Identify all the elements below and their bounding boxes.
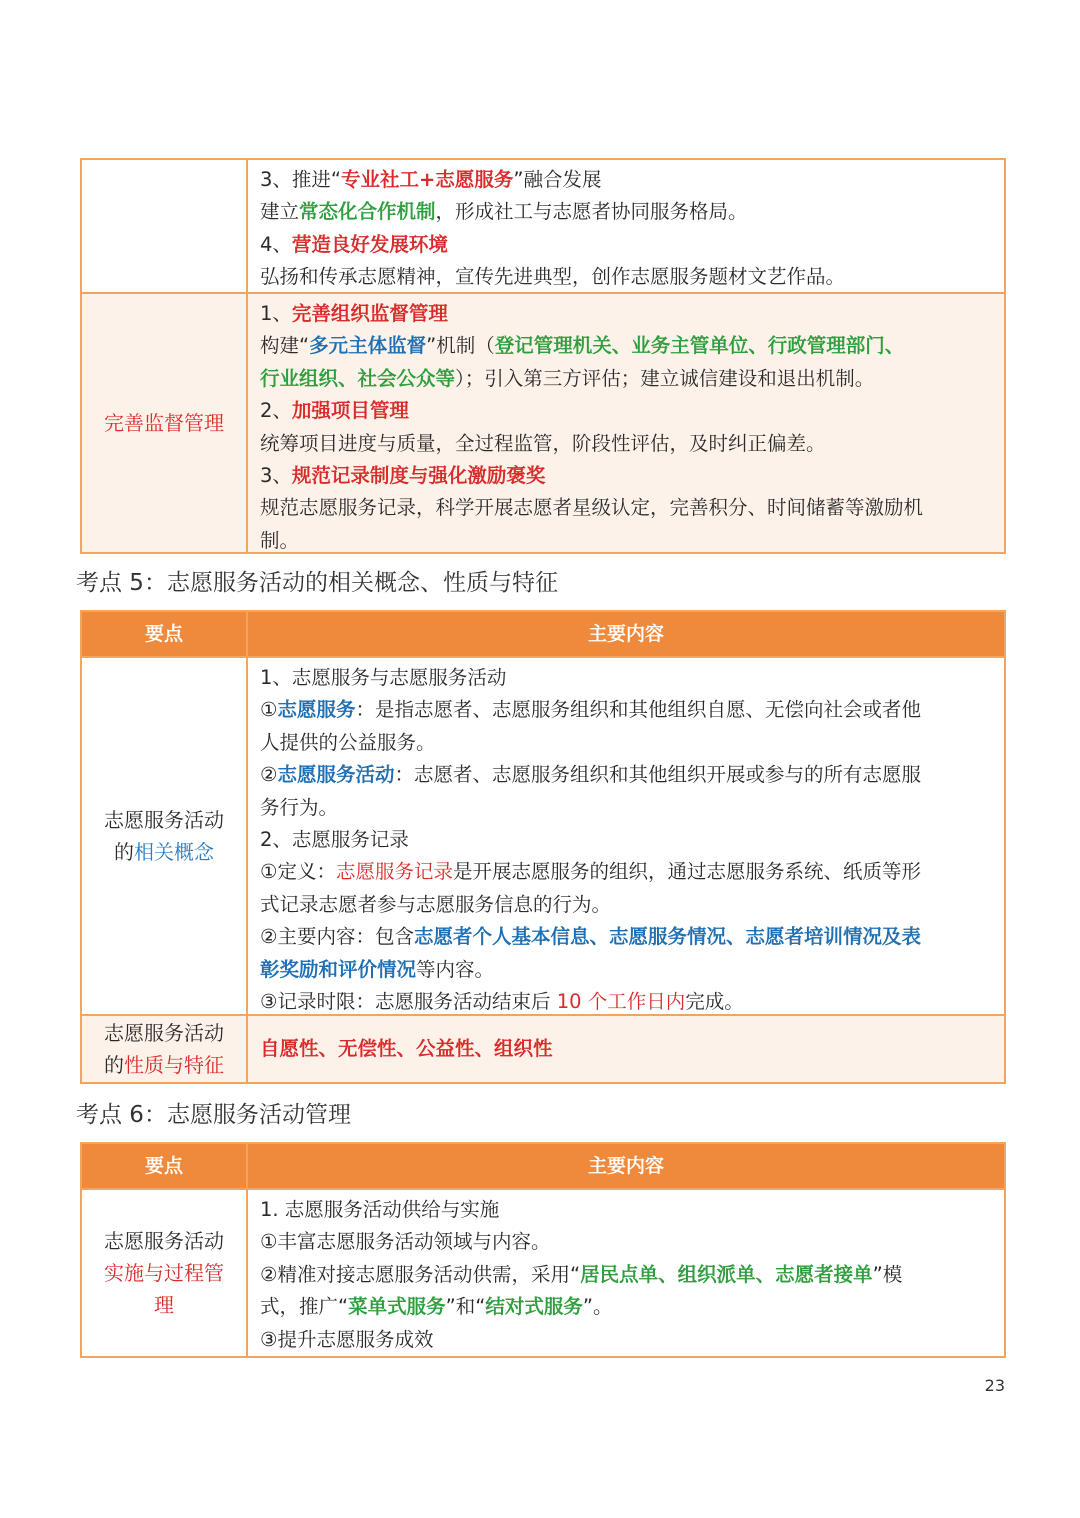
row-key bbox=[82, 1016, 248, 1082]
table-continued bbox=[80, 158, 1006, 554]
content-line bbox=[260, 525, 992, 557]
content-text: 式，推广“ bbox=[260, 1295, 349, 1319]
content-text: 等内容。 bbox=[416, 957, 495, 981]
content-text: ”模 bbox=[872, 1262, 903, 1286]
highlighted-term: 彰奖励和评价情况 bbox=[260, 957, 417, 981]
content-text: 构建“ bbox=[260, 334, 310, 358]
content-text: 弘扬和传承志愿精神，宣传先进典型，创作志愿服务题材文艺作品。 bbox=[260, 265, 846, 289]
row-key-empty bbox=[82, 160, 248, 292]
content-text: 1、 bbox=[260, 302, 292, 325]
table-row bbox=[82, 1014, 1004, 1082]
header-content: 主要内容 bbox=[587, 1154, 664, 1177]
content-line bbox=[260, 727, 992, 759]
highlighted-term: 志愿服务记录 bbox=[335, 860, 453, 884]
row-key-line: 志愿服务活动 bbox=[104, 1229, 224, 1253]
highlighted-term: 完善组织监督管理 bbox=[291, 302, 448, 325]
section-title: 考点 6：志愿服务活动管理 bbox=[76, 1102, 351, 1128]
content-text: ）；引入第三方评估；建立诚信建设和退出机制。 bbox=[455, 366, 875, 390]
row-key-highlight: 理 bbox=[154, 1293, 174, 1317]
content-text: ”和“ bbox=[445, 1295, 486, 1319]
highlighted-term: 居民点单、组织派单、志愿者接单 bbox=[580, 1262, 873, 1286]
row-content bbox=[248, 1016, 1004, 1082]
header-key: 要点 bbox=[82, 612, 248, 656]
content-text: ①定义： bbox=[260, 860, 336, 884]
content-text: ②精准对接志愿服务活动供需，采用“ bbox=[260, 1262, 581, 1286]
content-text: 人提供的公益服务。 bbox=[260, 730, 436, 754]
content-line bbox=[260, 1194, 992, 1226]
content-line bbox=[260, 229, 992, 261]
content-line bbox=[260, 492, 992, 524]
content-text: 4、 bbox=[260, 232, 292, 256]
highlighted-term: 行业组织、社会公众等 bbox=[260, 366, 456, 390]
traits-text: 自愿性、无偿性、公益性、组织性 bbox=[260, 1036, 553, 1060]
content-text: ③记录时限：志愿服务活动结束后 bbox=[260, 990, 557, 1014]
highlighted-term: 多元主体监督 bbox=[309, 334, 427, 358]
content-text: 3、 bbox=[260, 464, 292, 488]
content-text: 制。 bbox=[260, 528, 300, 552]
content-line bbox=[260, 889, 992, 921]
content-line bbox=[260, 298, 992, 330]
row-key-highlight: 性质与特征 bbox=[124, 1053, 224, 1077]
row-key-label: 完善监督管理 bbox=[104, 411, 224, 435]
content-line bbox=[260, 856, 992, 888]
content-text: ②主要内容：包含 bbox=[260, 925, 414, 949]
content-text: 完成。 bbox=[685, 990, 744, 1014]
content-line bbox=[260, 1291, 992, 1323]
highlighted-term: 结对式服务 bbox=[485, 1295, 583, 1319]
table-header bbox=[82, 1144, 1004, 1188]
content-line bbox=[260, 196, 992, 228]
highlighted-term: 营造良好发展环境 bbox=[291, 232, 448, 256]
content-text: ：志愿者、志愿服务组织和其他组织开展或参与的所有志愿服 bbox=[394, 763, 922, 787]
highlighted-term: 10 个工作日内 bbox=[556, 990, 686, 1014]
content-line bbox=[260, 792, 992, 824]
table-row bbox=[82, 160, 1004, 292]
content-line bbox=[260, 363, 992, 395]
content-text: 建立 bbox=[260, 200, 300, 224]
highlighted-term: 志愿者个人基本信息、志愿服务情况、志愿者培训情况及表 bbox=[413, 925, 921, 949]
content-line bbox=[260, 986, 992, 1018]
content-line bbox=[260, 1226, 992, 1258]
row-key bbox=[82, 1190, 248, 1356]
table-section6 bbox=[80, 1142, 1006, 1358]
table-section5 bbox=[80, 610, 1006, 1084]
content-line bbox=[260, 1324, 992, 1356]
content-text: 1、志愿服务与志愿服务活动 bbox=[260, 666, 507, 689]
content-text: 2、志愿服务记录 bbox=[260, 828, 409, 852]
highlighted-term: 登记管理机关、业务主管单位、行政管理部门、 bbox=[494, 334, 905, 358]
highlighted-term: 专业社工+志愿服务 bbox=[341, 168, 514, 191]
row-key-highlight: 实施与过程管 bbox=[104, 1261, 224, 1285]
content-text: ”。 bbox=[582, 1295, 613, 1319]
highlighted-term: 菜单式服务 bbox=[348, 1295, 446, 1319]
content-text: 2、 bbox=[260, 399, 292, 423]
row-key-prefix: 的 bbox=[104, 1053, 124, 1077]
row-content bbox=[248, 1190, 1004, 1356]
row-key-line: 志愿服务活动 bbox=[104, 808, 224, 832]
row-key-line bbox=[104, 836, 224, 868]
content-line bbox=[260, 330, 992, 362]
content-line bbox=[260, 694, 992, 726]
header-key: 要点 bbox=[82, 1144, 248, 1188]
row-key-prefix: 的 bbox=[114, 840, 134, 864]
row-key-line: 志愿服务活动 bbox=[104, 1021, 224, 1045]
content-line bbox=[260, 261, 992, 293]
highlighted-term: 志愿服务 bbox=[277, 698, 356, 722]
content-line bbox=[260, 954, 992, 986]
content-text: ”机制（ bbox=[426, 334, 495, 358]
highlighted-term: 规范记录制度与强化激励褒奖 bbox=[291, 464, 546, 488]
content-line bbox=[260, 662, 992, 694]
content-line bbox=[260, 759, 992, 791]
row-key-highlight: 相关概念 bbox=[134, 840, 214, 864]
content-text: 规范志愿服务记录，科学开展志愿者星级认定，完善积分、时间储蓄等激励机 bbox=[260, 496, 924, 520]
row-content bbox=[248, 160, 1004, 292]
page-number: 23 bbox=[984, 1376, 1005, 1395]
row-key bbox=[82, 658, 248, 1014]
content-text: ① bbox=[260, 698, 278, 722]
highlighted-term: 常态化合作机制 bbox=[299, 200, 436, 224]
table-row bbox=[82, 1188, 1004, 1356]
content-text: ③提升志愿服务成效 bbox=[260, 1327, 434, 1351]
row-content bbox=[248, 658, 1004, 1014]
highlighted-term: 加强项目管理 bbox=[291, 399, 409, 423]
content-text: 是开展志愿服务的组织，通过志愿服务系统、纸质等形 bbox=[453, 860, 922, 884]
content-text: 务行为。 bbox=[260, 795, 339, 819]
content-text: ：是指志愿者、志愿服务组织和其他组织自愿、无偿向社会或者他 bbox=[355, 698, 922, 722]
header-content: 主要内容 bbox=[587, 622, 664, 645]
highlighted-term: 志愿服务活动 bbox=[277, 763, 395, 787]
content-text: 1. 志愿服务活动供给与实施 bbox=[260, 1198, 500, 1221]
content-line bbox=[260, 395, 992, 427]
content-line bbox=[260, 824, 992, 856]
row-key-line bbox=[104, 1049, 224, 1081]
content-line bbox=[260, 1259, 992, 1291]
content-text: ，形成社工与志愿者协同服务格局。 bbox=[435, 200, 748, 224]
row-content bbox=[248, 294, 1004, 552]
content-line bbox=[260, 460, 992, 492]
content-text: 统筹项目进度与质量，全过程监管，阶段性评估，及时纠正偏差。 bbox=[260, 431, 826, 455]
section-title: 考点 5：志愿服务活动的相关概念、性质与特征 bbox=[76, 570, 558, 596]
table-row bbox=[82, 292, 1004, 552]
content-text: 式记录志愿者参与志愿服务信息的行为。 bbox=[260, 892, 612, 916]
table-row bbox=[82, 656, 1004, 1014]
content-text: 3、推进“ bbox=[260, 168, 342, 191]
content-line bbox=[260, 164, 992, 196]
content-text: ”融合发展 bbox=[513, 168, 602, 191]
content-text: ② bbox=[260, 763, 278, 787]
row-key bbox=[82, 294, 248, 552]
content-line bbox=[260, 921, 992, 953]
table-header bbox=[82, 612, 1004, 656]
content-line bbox=[260, 428, 992, 460]
content-text: ①丰富志愿服务活动领域与内容。 bbox=[260, 1230, 551, 1254]
